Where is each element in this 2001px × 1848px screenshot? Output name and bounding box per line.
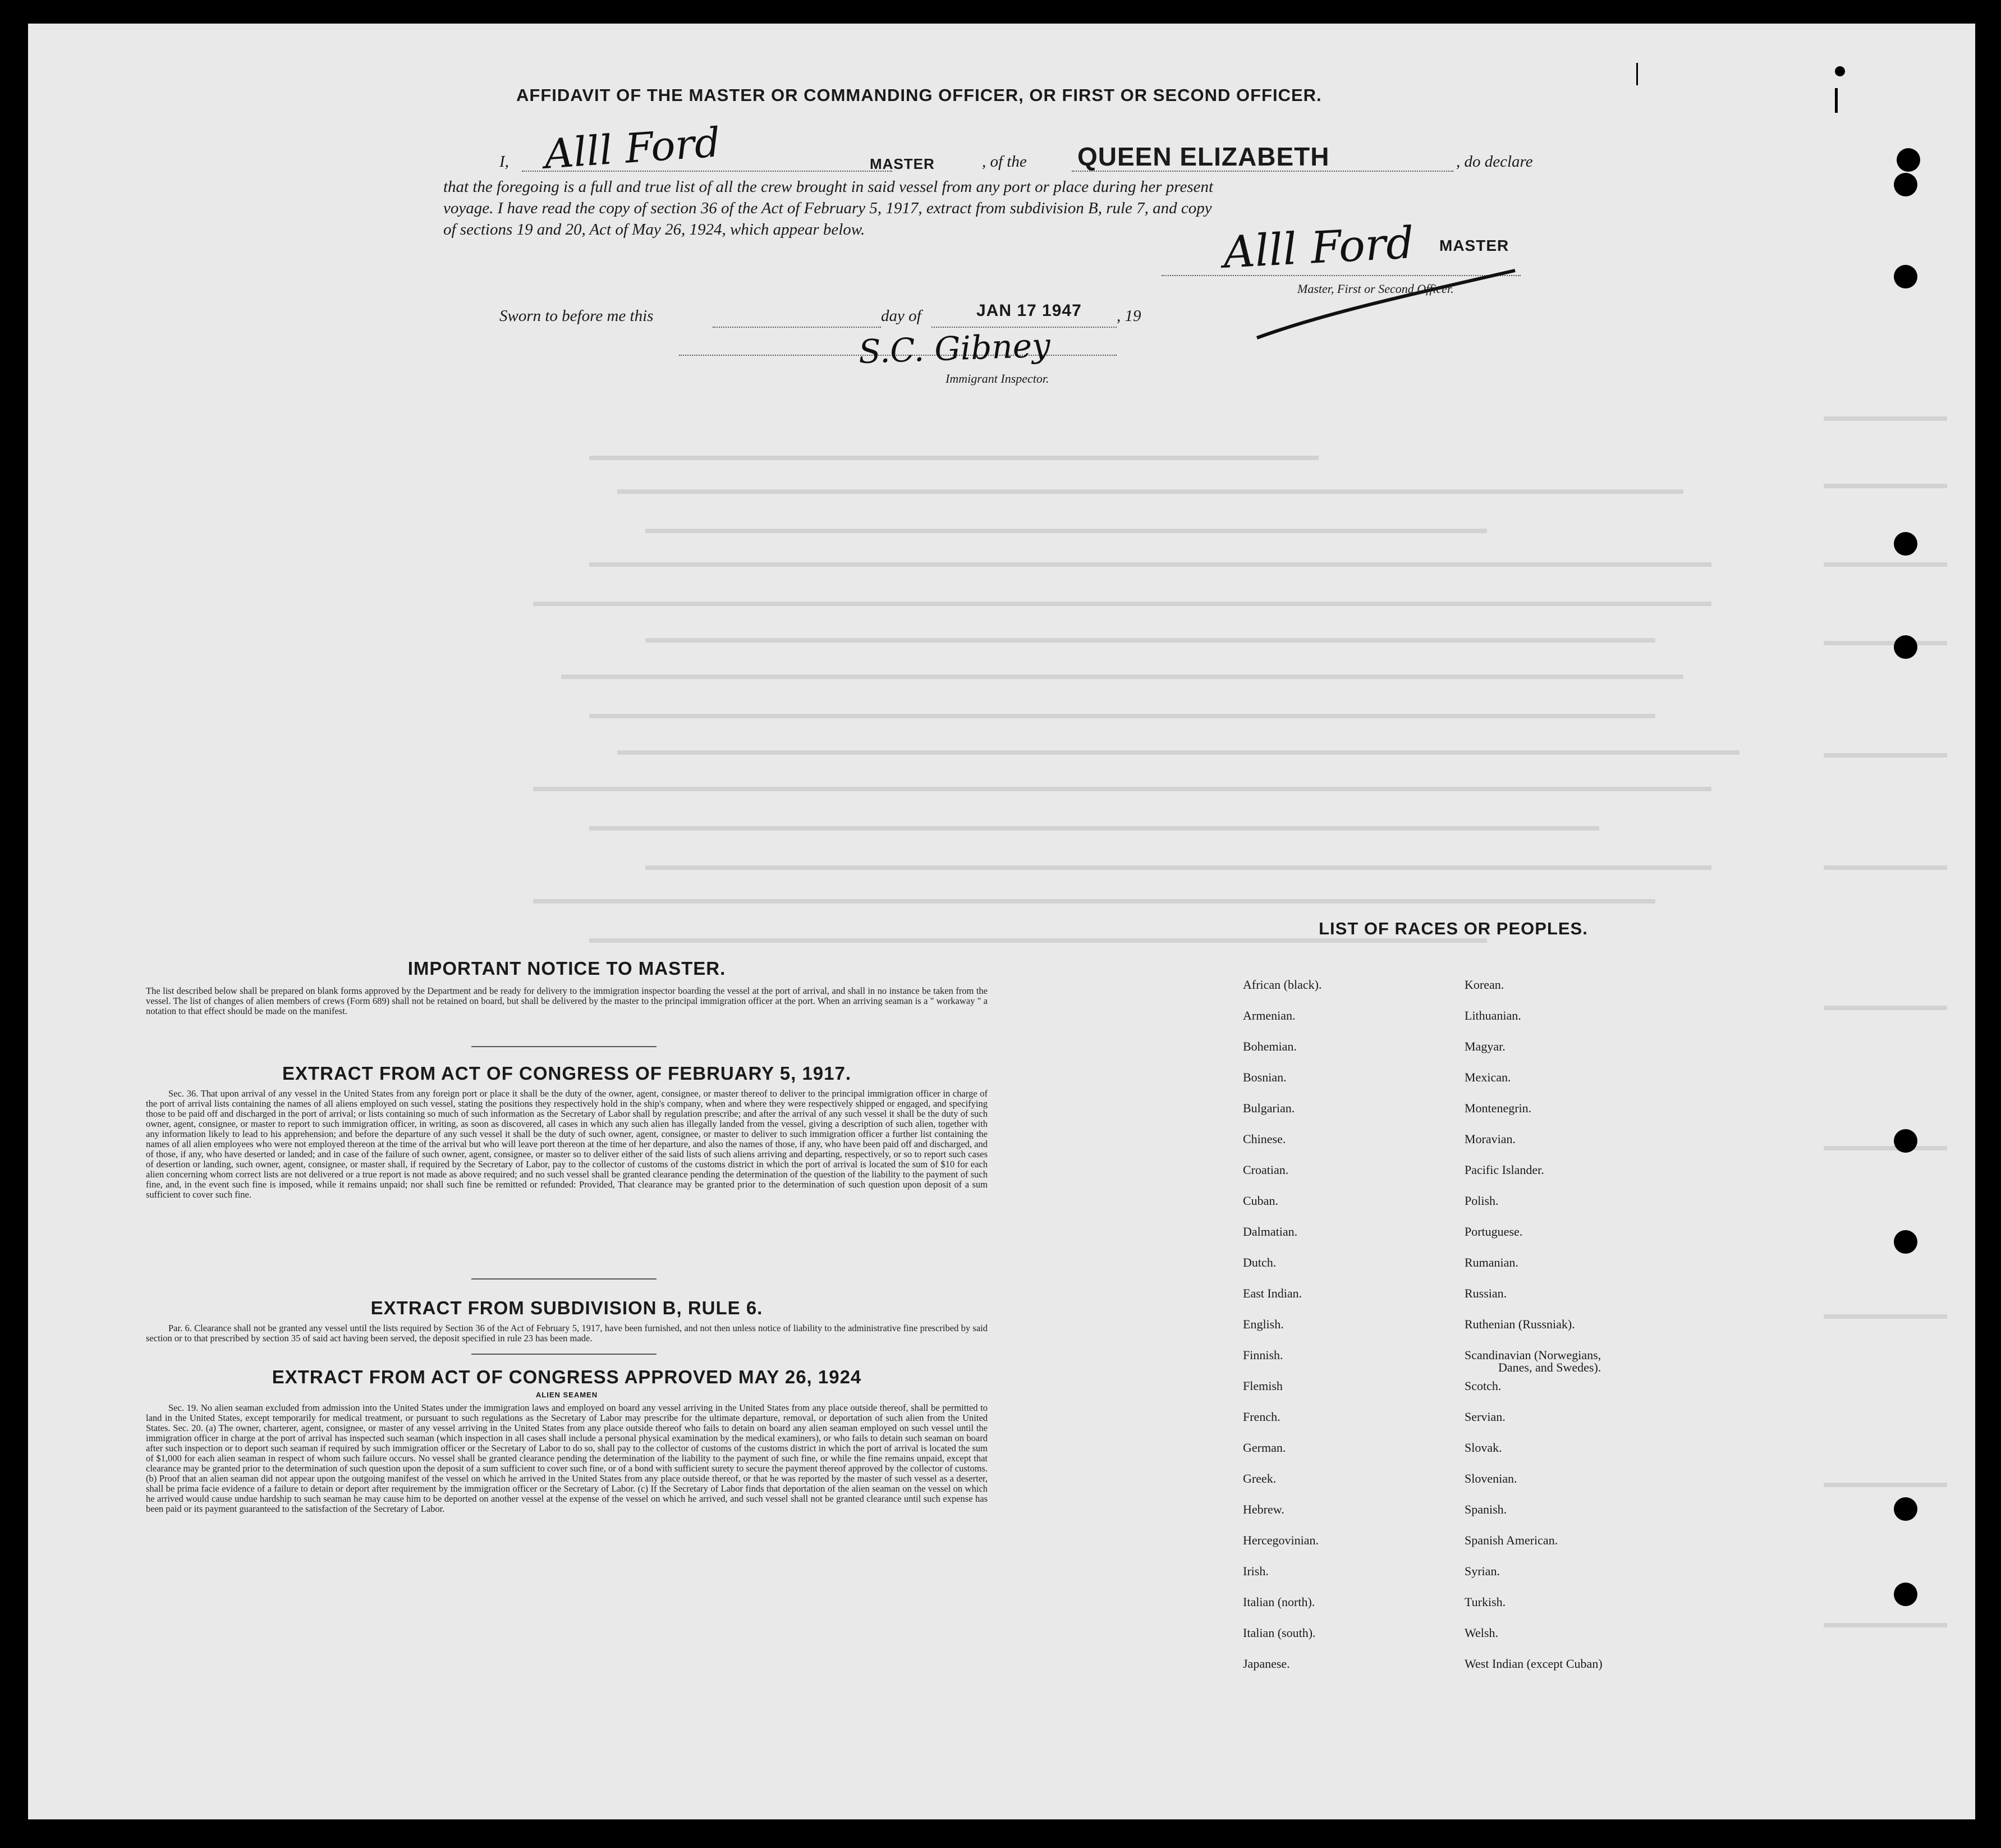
- declaration-line-2: that the foregoing is a full and true list of all the crew brought in said vessel from any port or place during her present: [443, 178, 1214, 196]
- race-item: Finnish.: [1243, 1348, 1283, 1362]
- master-stamp: MASTER: [870, 155, 935, 172]
- race-item: Bosnian.: [1243, 1070, 1287, 1084]
- i-label: I,: [499, 153, 509, 171]
- alien-seamen-subtitle: ALIEN SEAMEN: [535, 1391, 598, 1399]
- punch-hole: [1894, 173, 1917, 196]
- notice-text: The list described below shall be prepared on blank forms approved by the Department and be ready for delivery to the immigration inspector boarding the vessel at the port of arrival, and shall in no instance be taken from the vessel. The list of changes of alien members of crews (Form 689) shall not be retained on board, but shall be delivered by the master to the principal immigration officer at the port. When an arriving seaman is a " workaway " a notation to that effect should be made on the manifest.: [146, 985, 988, 1016]
- of-the-label: , of the: [982, 153, 1027, 171]
- race-item: Bohemian.: [1243, 1039, 1297, 1053]
- declaration-line-3: voyage. I have read the copy of section 36 of the Act of February 5, 1917, extract from subdivision B, rule 7, and copy: [443, 199, 1212, 217]
- race-item: Chinese.: [1243, 1132, 1286, 1146]
- sworn-day-underline: [713, 327, 881, 328]
- date-stamp: JAN 17 1947: [976, 301, 1082, 320]
- race-item: Korean.: [1465, 978, 1504, 992]
- race-item: Bulgarian.: [1243, 1101, 1295, 1115]
- ink-dot: [1835, 66, 1845, 76]
- affidavit-title: AFFIDAVIT OF THE MASTER OR COMMANDING OFFICER, OR FIRST OR SECOND OFFICER.: [516, 85, 1322, 105]
- race-item: Magyar.: [1465, 1039, 1506, 1053]
- declaration-line-4: of sections 19 and 20, Act of May 26, 1924, which appear below.: [443, 221, 865, 239]
- extract-1924-text: Sec. 19. No alien seaman excluded from admission into the United States under the immigration laws and employed on board any vessel arriving in the United States from any place outside thereof, shall be permitted to land in the United States, except temporarily for medical treatment, or pursuant to such regulations as the Secretary of Labor may prescribe for the ultimate departure, removal, or deportation of such alien from the United States. Sec. 20. (a) The owner, charterer, agent, consignee, or master of any vessel arriving in the United States from any place outside thereof who fails to detain on board any alien seaman employed on such vessel until the immigration officer in charge at the port of arrival has inspected such seaman (which inspection in all cases shall include a personal physical examination by the medical examiners), or who fails to detain such seaman on board after such inspection or to deport such seaman if required by such immigration officer or the Secretary of Labor to do so, shall pay to the collector of customs of the customs district in which the port of arrival is located the sum of $1,000 for each alien seaman in respect of whom such failure occurs. No vessel shall be granted clearance pending the determination of the liability to the payment of such fine, or while the fine remains unpaid, except that clearance may be granted prior to the determination of such question upon the deposit of a sum sufficient to cover such fine, or of a bond with sufficient surety to secure the payment thereof approved by the collector of customs. (b) Proof that an alien seaman did not appear upon the outgoing manifest of the vessel on which he arrived in the United States from any place outside thereof, or that he was reported by the master of such vessel as a deserter, shall be prima facie evidence of a failure to detain or deport after requirement by the immigration officer or the Secretary of Labor. (c) If the Secretary of Labor finds that deportation of the alien seaman on the vessel on which he arrived would cause undue hardship to such seaman he may cause him to be deported on another vessel at the expense of the vessel on which he arrived, and such vessel shall not be granted clearance until such expense has been paid or its payment guaranteed to the satisfaction of the Secretary of Labor.: [146, 1402, 988, 1514]
- day-of-label: day of: [881, 307, 921, 325]
- inspector-signature: S.C. Gibney: [857, 326, 1051, 371]
- race-item: Pacific Islander.: [1465, 1163, 1544, 1177]
- race-item: Dutch.: [1243, 1255, 1277, 1269]
- officer-caption: Master, First or Second Officer.: [1297, 282, 1454, 296]
- extract-1917-title: EXTRACT FROM ACT OF CONGRESS OF FEBRUARY 5, 1917.: [282, 1063, 852, 1084]
- race-item: Rumanian.: [1465, 1255, 1518, 1269]
- punch-hole: [1894, 1129, 1917, 1153]
- punch-hole: [1894, 1497, 1917, 1521]
- punch-hole: [1897, 148, 1920, 172]
- do-declare-label: , do declare: [1456, 153, 1533, 171]
- race-item: Polish.: [1465, 1194, 1499, 1208]
- race-item: Japanese.: [1243, 1657, 1290, 1671]
- race-item: Slovenian.: [1465, 1471, 1517, 1485]
- race-item: Hercegovinian.: [1243, 1533, 1319, 1547]
- race-item: Portuguese.: [1465, 1225, 1523, 1239]
- officer-signature: Alll Ford: [1222, 218, 1416, 278]
- race-item: Irish.: [1243, 1564, 1269, 1578]
- race-item: Scotch.: [1465, 1379, 1502, 1393]
- race-item: Moravian.: [1465, 1132, 1516, 1146]
- officer-stamp: MASTER: [1439, 237, 1509, 254]
- race-item: Servian.: [1465, 1410, 1506, 1424]
- race-item: Croatian.: [1243, 1163, 1289, 1177]
- race-item: German.: [1243, 1441, 1286, 1455]
- race-item: Lithuanian.: [1465, 1008, 1521, 1022]
- race-item: English.: [1243, 1317, 1284, 1331]
- race-item: Slovak.: [1465, 1441, 1502, 1455]
- divider: [471, 1046, 657, 1047]
- race-item: West Indian (except Cuban): [1465, 1657, 1603, 1671]
- race-item: Spanish American.: [1465, 1533, 1558, 1547]
- race-item: Syrian.: [1465, 1564, 1500, 1578]
- bleed-through-texture: [28, 24, 1975, 1819]
- punch-hole: [1894, 1230, 1917, 1254]
- extract-1917-text: Sec. 36. That upon arrival of any vessel in the United States from any foreign port or place it shall be the duty of the owner, agent, consignee, or master thereof to deliver to the principal immigration officer in charge of the port of arrival lists containing the names of all aliens employed on such vessel, stating the positions they respectively hold in the ship's company, when and where they were respectively shipped or engaged, and specifying those to be paid off and discharged in the port of arrival; or lists containing so much of such information as the Secretary of Labor shall by regulation prescribe; and after the arrival of any such vessel it shall be the duty of such owner, agent, consignee, or master to report to such immigration officer, in writing, as soon as discovered, all cases in which any such alien has illegally landed from the vessel, giving a description of such alien, together with any information likely to lead to his apprehension; and before the departure of any such vessel it shall be the duty of such owner, agent, consignee, or master to deliver to such immigration officer a further list containing the names of all alien employees who were not employed thereon at the time of the arrival but who will leave port thereon at the time of her departure, and also the names of those, if any, who have been paid off and discharged, and of those, if any, who have deserted or landed; and in case of the failure of such owner, agent, consignee, or master so to deliver either of the said lists of such aliens arriving and departing, respectively, or so to report such cases of desertion or landing, such owner, agent, consignee, or master shall, if required by the Secretary of Labor, pay to the collector of customs of the customs district in which the port of arrival is located the sum of $10 for each alien concerning whom correct lists are not delivered or a true report is not made as above required; and no such vessel shall be granted clearance pending the determination of the question of the liability to the payment of such fine, and, in the event such fine is imposed, while it remains unpaid; nor shall such fine be remitted or refunded: Provided, That clearance may be granted prior to the determination of such question upon deposit of a sum sufficient to cover such fine.: [146, 1088, 988, 1200]
- subdiv-b-text: Par. 6. Clearance shall not be granted any vessel until the lists required by Section 36 of the Act of February 5, 1917, have been furnished, and not then unless notice of liability to the administrative fine prescribed by said section or to that prescribed by section 35 of said act having been served, the deposit specified in rule 23 has been made.: [146, 1323, 988, 1343]
- race-item-scandinavian: [1465, 1348, 1603, 1379]
- vessel-name: QUEEN ELIZABETH: [1077, 142, 1330, 171]
- year-prefix: , 19: [1117, 307, 1141, 325]
- race-item: Dalmatian.: [1243, 1225, 1298, 1239]
- race-item: Mexican.: [1465, 1070, 1511, 1084]
- ink-mark: [1835, 88, 1838, 113]
- punch-hole: [1894, 635, 1917, 659]
- ink-mark: [1636, 63, 1638, 85]
- race-item: Italian (north).: [1243, 1595, 1315, 1609]
- signature-flourish: [1251, 259, 1521, 343]
- races-title: LIST OF RACES OR PEOPLES.: [1319, 919, 1588, 938]
- race-item: African (black).: [1243, 978, 1322, 992]
- race-item: Flemish: [1243, 1379, 1283, 1393]
- race-item: Montenegrin.: [1465, 1101, 1532, 1115]
- race-item: French.: [1243, 1410, 1281, 1424]
- document-page: [28, 24, 1975, 1819]
- race-item: Turkish.: [1465, 1595, 1506, 1609]
- race-item: Ruthenian (Russniak).: [1465, 1317, 1575, 1331]
- race-item-line-1: Scandinavian (Norwegians,: [1465, 1348, 1601, 1362]
- race-item: Hebrew.: [1243, 1502, 1284, 1516]
- race-item: Welsh.: [1465, 1626, 1498, 1640]
- races-column-2: [1465, 978, 1603, 1687]
- notice-title: IMPORTANT NOTICE TO MASTER.: [407, 958, 726, 979]
- race-item: Italian (south).: [1243, 1626, 1316, 1640]
- race-item: Russian.: [1465, 1286, 1507, 1300]
- master-signature: Alll Ford: [543, 118, 722, 178]
- race-item-line-2: Danes, and Swedes).: [1498, 1360, 1601, 1374]
- race-item: East Indian.: [1243, 1286, 1302, 1300]
- races-column-1: [1243, 978, 1321, 1687]
- subdiv-b-title: EXTRACT FROM SUBDIVISION B, RULE 6.: [370, 1297, 763, 1318]
- sworn-label: Sworn to before me this: [499, 307, 654, 325]
- divider: [471, 1354, 657, 1355]
- race-item: Armenian.: [1243, 1008, 1296, 1022]
- punch-hole: [1894, 1583, 1917, 1606]
- race-item: Spanish.: [1465, 1502, 1507, 1516]
- extract-1924-title: EXTRACT FROM ACT OF CONGRESS APPROVED MAY 26, 1924: [272, 1366, 862, 1387]
- race-item: Greek.: [1243, 1471, 1277, 1485]
- inspector-caption: Immigrant Inspector.: [946, 372, 1049, 386]
- punch-hole: [1894, 265, 1917, 288]
- divider: [471, 1278, 657, 1280]
- punch-hole: [1894, 532, 1917, 556]
- race-item: Cuban.: [1243, 1194, 1278, 1208]
